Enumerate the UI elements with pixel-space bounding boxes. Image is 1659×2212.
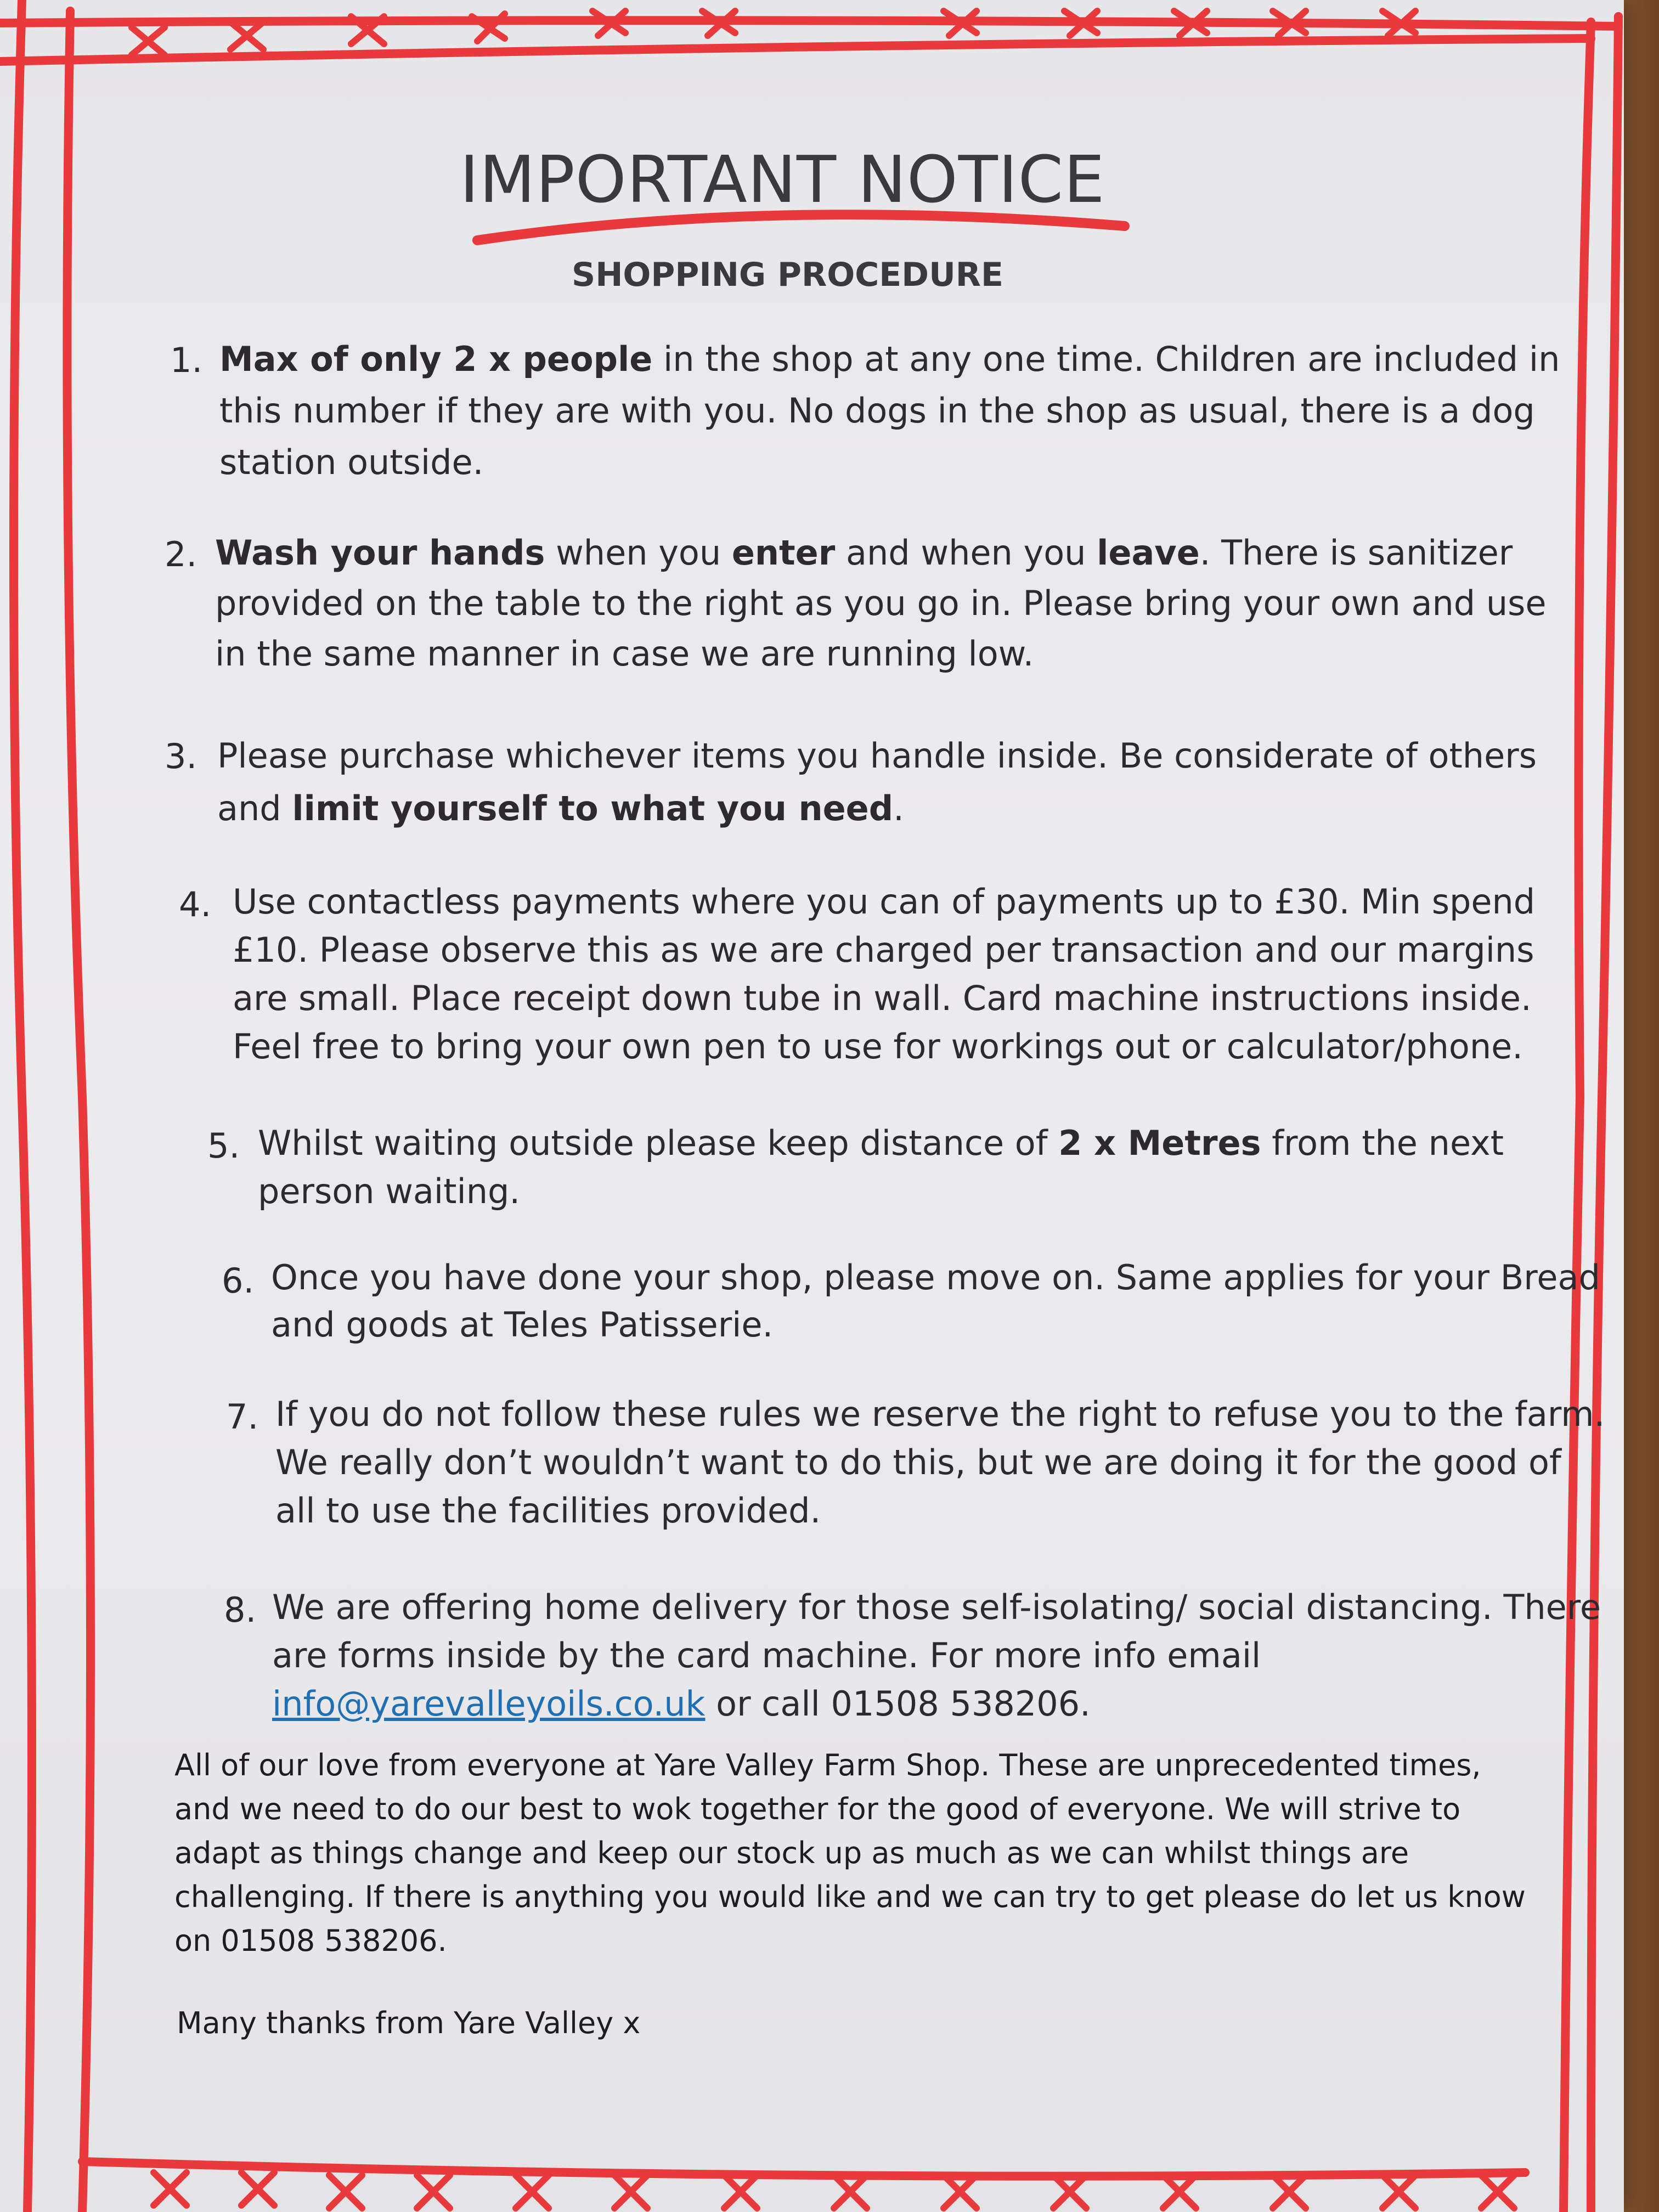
text-segment: Feel free to bring your own pen to use for workings out or calculator/phone. [233, 1026, 1523, 1066]
text-segment: in the shop at any one time. Children are included in [652, 339, 1560, 379]
list-item-number: 3. [165, 736, 198, 776]
text-segment: Once you have done your shop, please move on. Same applies for your Bread [271, 1257, 1600, 1297]
text-segment: provided on the table to the right as you go in. Please bring your own and use [215, 583, 1547, 623]
email-link[interactable]: info@yarevalleyoils.co.uk [272, 1684, 706, 1724]
closing-line: All of our love from everyone at Yare Valley Farm Shop. These are unprecedented times, [174, 1748, 1481, 1782]
list-item [215, 528, 1547, 679]
list-item-number: 8. [224, 1590, 257, 1630]
text-segment: and [217, 788, 292, 828]
list-item-line [271, 1301, 1600, 1348]
text-segment: when you [545, 533, 732, 573]
bold-text: enter [731, 533, 836, 573]
list-item-line [217, 782, 1537, 835]
list-item-line [271, 1254, 1600, 1301]
closing-line: challenging. If there is anything you would like and we can try to get please do let us know [174, 1880, 1526, 1914]
text-segment: are small. Place receipt down tube in wall. Card machine instructions inside. [233, 978, 1532, 1018]
list-item-number: 6. [222, 1261, 255, 1301]
closing-line: adapt as things change and keep our stock up as much as we can whilst things are [174, 1836, 1409, 1870]
list-item-line [215, 528, 1547, 578]
text-segment: . [893, 788, 904, 828]
bold-text: limit yourself to what you need [292, 788, 894, 828]
text-segment: Whilst waiting outside please keep distance of [258, 1123, 1059, 1163]
list-item-line [275, 1390, 1605, 1438]
text-segment: Please purchase whichever items you handle inside. Be considerate of others [217, 736, 1537, 776]
text-segment: We are offering home delivery for those self-isolating/ social distancing. There [272, 1587, 1601, 1627]
list-item-line [219, 437, 1560, 488]
text-segment: this number if they are with you. No dogs in the shop as usual, there is a dog [219, 391, 1535, 431]
list-item [275, 1390, 1605, 1535]
text-segment: . There is sanitizer [1199, 533, 1513, 573]
closing-paragraph [174, 1743, 1526, 1963]
text-segment: Use contactless payments where you can of payments up to £30. Min spend [233, 882, 1536, 922]
text-segment: and goods at Teles Patisserie. [271, 1305, 774, 1345]
list-item-line [233, 1023, 1535, 1071]
list-item-line [233, 926, 1535, 974]
text-segment: all to use the facilities provided. [275, 1491, 821, 1531]
list-item-line [272, 1583, 1601, 1632]
text-segment: station outside. [219, 442, 484, 482]
list-item-line [272, 1632, 1601, 1680]
list-item-number: 5. [207, 1126, 240, 1166]
list-item-number: 2. [165, 534, 198, 574]
closing-line: and we need to do our best to wok together for the good of everyone. We will strive to [174, 1792, 1461, 1826]
list-item-line [217, 730, 1537, 782]
text-segment: £10. Please observe this as we are charged per transaction and our margins [233, 930, 1534, 970]
notice-title: IMPORTANT NOTICE [460, 142, 1105, 217]
list-item-line [258, 1119, 1504, 1167]
closing-line: on 01508 538206. [174, 1923, 447, 1958]
list-item-number: 4. [179, 884, 212, 924]
list-item-line [233, 878, 1535, 926]
list-item [271, 1254, 1600, 1348]
list-item-line [272, 1680, 1601, 1728]
list-item-number: 1. [170, 340, 203, 380]
text-segment: and when you [835, 533, 1097, 573]
notice-subtitle: SHOPPING PROCEDURE [572, 256, 1003, 294]
list-item [272, 1583, 1601, 1728]
list-item [217, 730, 1537, 835]
bold-text: Max of only 2 x people [219, 339, 653, 379]
list-item [258, 1119, 1504, 1216]
list-item-line [215, 629, 1547, 679]
list-item-line [258, 1167, 1504, 1216]
text-segment: person waiting. [258, 1171, 521, 1211]
bold-text: leave [1097, 533, 1200, 573]
list-item-line [275, 1487, 1605, 1535]
list-item-line [219, 334, 1560, 385]
list-item [233, 878, 1535, 1071]
list-item-line [219, 385, 1560, 437]
text-segment: or call 01508 538206. [705, 1684, 1091, 1724]
signoff: Many thanks from Yare Valley x [177, 2006, 641, 2040]
text-segment: from the next [1261, 1123, 1504, 1163]
text-segment: If you do not follow these rules we reserve the right to refuse you to the farm. [275, 1394, 1605, 1434]
list-item-number: 7. [226, 1397, 259, 1437]
list-item-line [215, 578, 1547, 629]
list-item [219, 334, 1560, 488]
text-segment: are forms inside by the card machine. For more info email [272, 1635, 1261, 1675]
text-segment: in the same manner in case we are running low. [215, 634, 1034, 674]
bold-text: Wash your hands [215, 533, 545, 573]
bold-text: 2 x Metres [1058, 1123, 1261, 1163]
text-segment: We really don’t wouldn’t want to do this, but we are doing it for the good of [275, 1442, 1561, 1482]
list-item-line [275, 1438, 1605, 1487]
list-item-line [233, 974, 1535, 1023]
